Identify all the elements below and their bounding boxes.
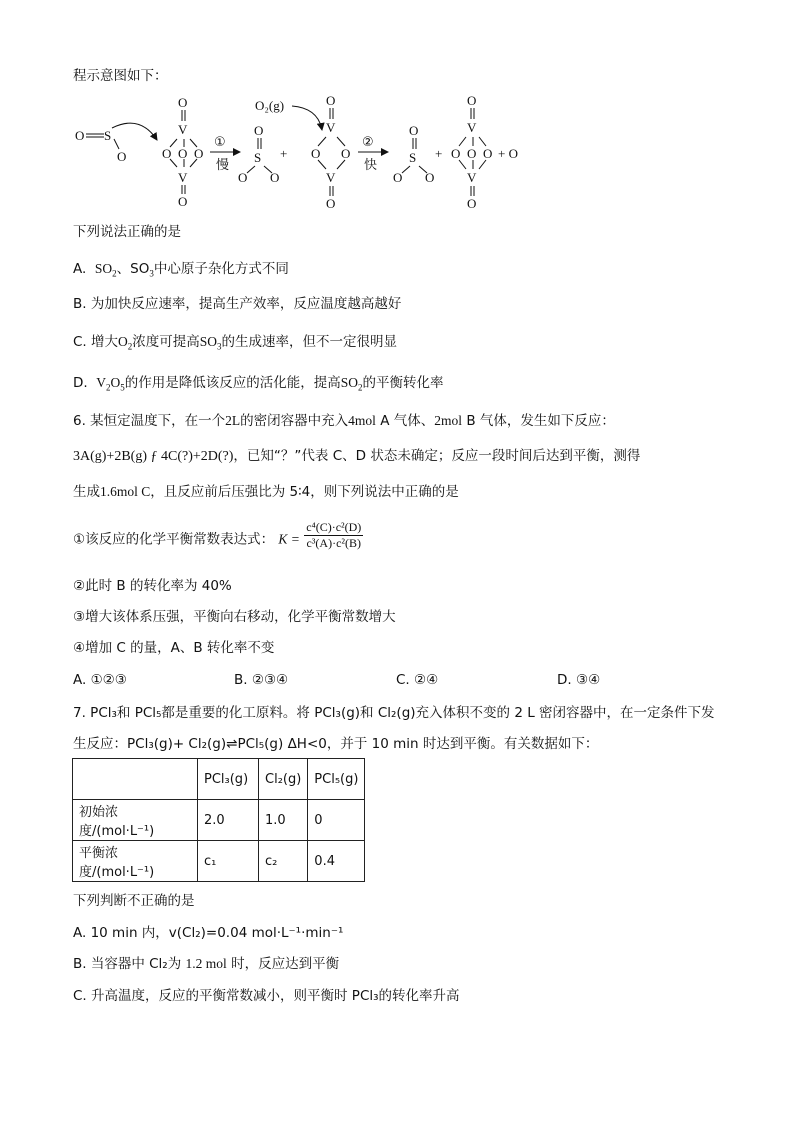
reaction-mechanism-diagram (0, 94, 794, 214)
q7-line2: 生反应：PCl₃(g)+ Cl₂(g)⇌PCl₅(g) ΔH<0，并于 10 min 时达到平衡。有关数据如下： (73, 736, 599, 752)
svg-text:O: O (326, 196, 336, 211)
svg-text:O: O (162, 146, 172, 161)
svg-text:V: V (467, 120, 477, 135)
svg-text:O: O (467, 94, 477, 108)
q6-line1: 6. 某恒定温度下，在一个2L的密闭容器中充入4mol A 气体、2mol B 气体，发生如下反应： (73, 413, 615, 429)
svg-text:+ O: + O (498, 146, 518, 161)
step2-label: 快 (364, 158, 378, 173)
svg-text:O: O (341, 146, 351, 161)
q5-option-c: C. 增大$O_2$浓度可提高$SO_3$的生成速率，但不一定很明显 (73, 334, 398, 352)
q6-option-d: D. ③④ (557, 672, 601, 688)
svg-text:O: O (467, 146, 477, 161)
table-header-row: PCl₃(g) Cl₂(g) PCl₅(g) (73, 759, 365, 800)
q6-statement-4: ④增加 C 的量，A、B 转化率不变 (73, 640, 275, 656)
q6-statement-3: ③增大该体系压强，平衡向右移动，化学平衡常数增大 (73, 609, 396, 625)
q5-stem: 下列说法正确的是 (73, 224, 181, 240)
svg-text:O: O (194, 146, 204, 161)
q6-statement-1: ①该反应的化学平衡常数表达式： K = $\frac{\text{c⁴(C)·c²(D)}}{\text{c³(A)·c²(B)}}$ (73, 520, 362, 550)
q7-option-b: B. 当容器中 Cl₂为 1.2 mol 时，反应达到平衡 (73, 956, 340, 972)
svg-text:+: + (435, 146, 443, 161)
table-row: 平衡浓度/(mol·L⁻¹) c₁ c₂ 0.4 (73, 841, 365, 882)
svg-text:O: O (117, 149, 127, 164)
svg-text:V: V (178, 122, 188, 137)
svg-text:O: O (270, 170, 280, 185)
svg-text:V: V (326, 120, 336, 135)
step1-label: 慢 (216, 158, 230, 173)
svg-text:+: + (280, 146, 288, 161)
svg-text:O: O (178, 95, 188, 110)
q6-option-a: A. ①②③ (73, 672, 127, 688)
svg-text:O: O (425, 170, 435, 185)
q6-line2: 3A(g)+2B(g) ƒ 4C(?)+2D(?)，已知“？”代表 C、D 状态未确定；反应一段时间后达到平衡，测得 (73, 448, 641, 464)
q7-stem: 下列判断不正确的是 (73, 893, 195, 909)
svg-text:O: O (393, 170, 403, 185)
q6-equation: 3A(g)+2B(g) ƒ 4C(?)+2D(?) (73, 449, 234, 464)
q6-statement-2: ②此时 B 的转化率为 40% (73, 578, 232, 594)
q5-option-b: B. 为加快反应速率，提高生产效率，反应温度越高越好 (73, 296, 402, 312)
svg-text:O: O (311, 146, 321, 161)
step2-number: ② (362, 135, 374, 150)
svg-text:O: O (451, 146, 461, 161)
q5-option-a: A. $SO_2$、$SO_3$中心原子杂化方式不同 (73, 261, 289, 279)
svg-text:O: O (254, 123, 264, 138)
svg-text:O: O (409, 123, 419, 138)
svg-text:V: V (467, 170, 477, 185)
svg-text:O: O (326, 94, 336, 108)
svg-text:V: V (326, 170, 336, 185)
q7-line1: 7. PCl₃和 PCl₅都是重要的化工原料。将 PCl₃(g)和 Cl₂(g)充入体积不变的 2 L 密闭容器中，在一定条件下发 (73, 705, 715, 721)
svg-text:O: O (75, 128, 85, 143)
svg-text:O: O (238, 170, 248, 185)
q6-option-c: C. ②④ (396, 672, 439, 688)
q6-line3: 生成1.6mol C，且反应前后压强比为 5∶4，则下列说法中正确的是 (73, 484, 459, 500)
svg-text:V: V (178, 170, 188, 185)
svg-text:S: S (409, 150, 417, 165)
svg-text:O: O (178, 146, 188, 161)
svg-text:O: O (467, 196, 477, 211)
equilibrium-constant-fraction: $\frac{\text{c⁴(C)·c²(D)}}{\text{c³(A)·c²(B)}}$ (306, 520, 362, 550)
table-row: 初始浓度/(mol·L⁻¹) 2.0 1.0 0 (73, 800, 365, 841)
intro-text: 程示意图如下： (73, 68, 168, 84)
svg-text:S: S (254, 150, 262, 165)
concentration-table (72, 758, 365, 882)
svg-text:O: O (483, 146, 493, 161)
step1-number: ① (214, 135, 226, 150)
svg-text:O: O (178, 194, 188, 209)
svg-text:S: S (104, 128, 112, 143)
q6-option-b: B. ②③④ (234, 672, 289, 688)
q5-option-d: D. $V_2O_5$的作用是降低该反应的活化能，提高$SO_2$的平衡转化率 (73, 375, 444, 393)
o2-label: O₂(g) (255, 98, 285, 113)
q7-option-c: C. 升高温度，反应的平衡常数减小，则平衡时 PCl₃的转化率升高 (73, 988, 460, 1004)
q7-option-a: A. 10 min 内，v(Cl₂)=0.04 mol·L⁻¹·min⁻¹ (73, 925, 344, 941)
